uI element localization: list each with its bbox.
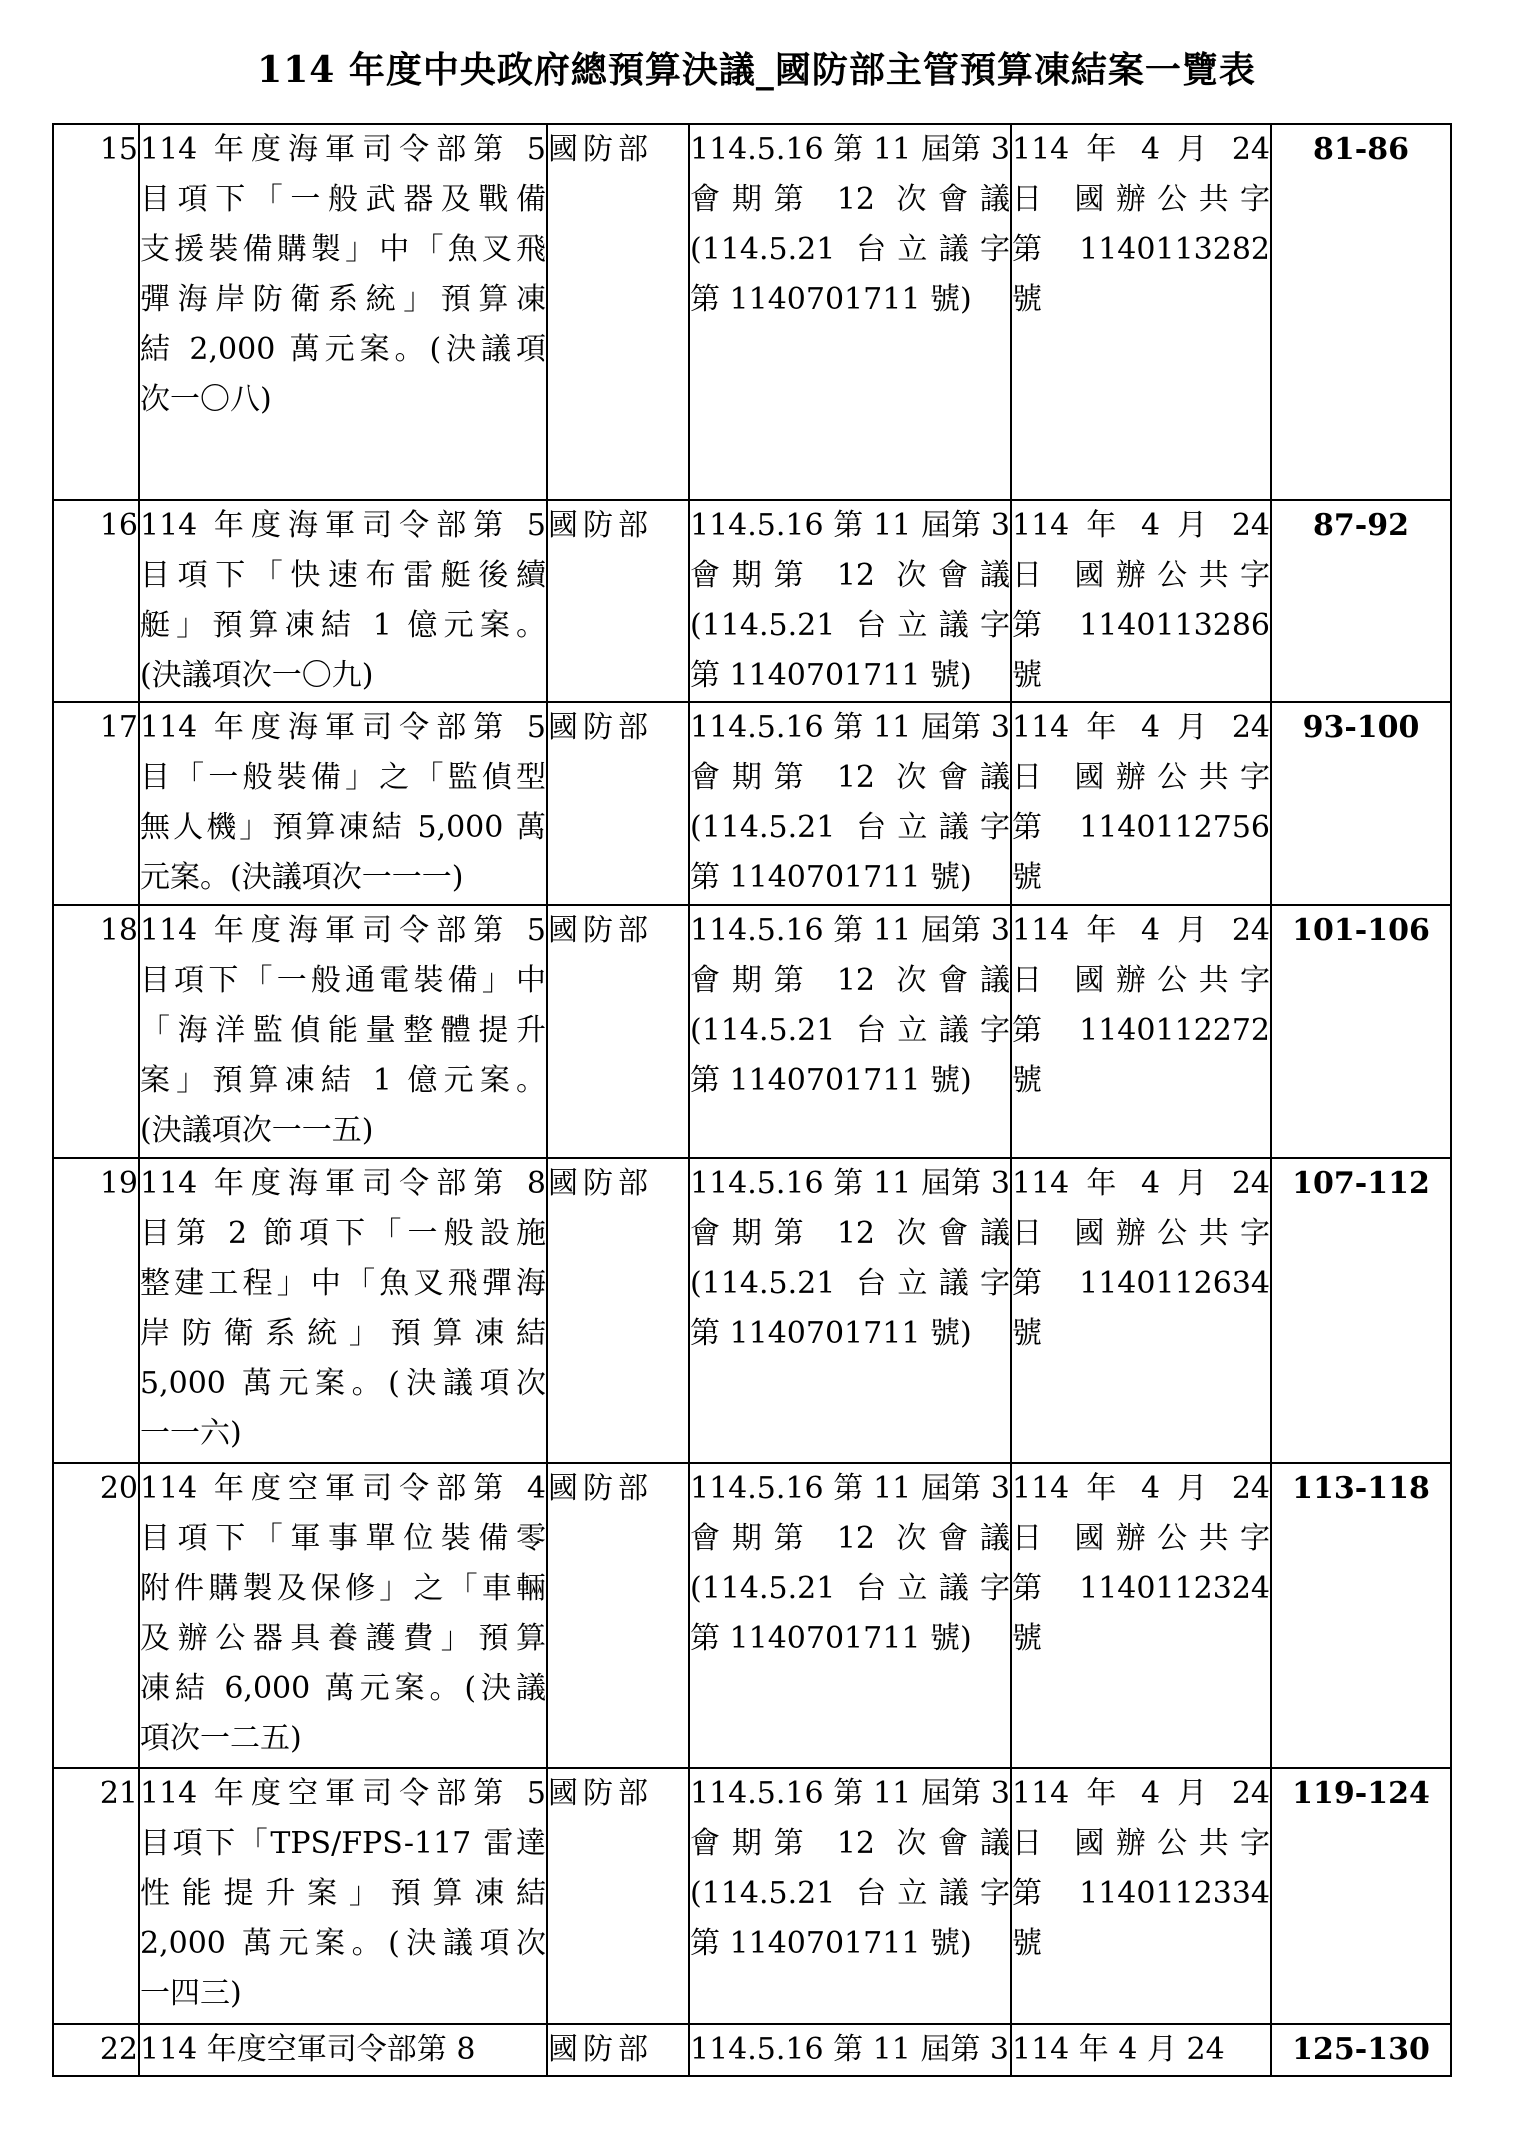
meeting-info-line: (114.5.21 台立議字 <box>690 1876 1010 1911</box>
case-content-line: 彈海岸防衛系統」預算凍 <box>140 282 546 317</box>
table-row <box>53 2024 1451 2076</box>
document-number-line: 第 1140112324 <box>1012 1571 1270 1606</box>
meeting-info <box>689 1768 1011 2024</box>
department: 國防部 <box>547 1158 689 1463</box>
case-content-line: 及辦公器具養護費」預算 <box>140 1621 546 1656</box>
department: 國防部 <box>547 905 689 1158</box>
meeting-info-line: (114.5.21 台立議字 <box>690 1266 1010 1301</box>
document-number <box>1011 1768 1271 2024</box>
document-number <box>1011 1463 1271 1768</box>
document-number-line: 第 1140112756 <box>1012 810 1270 845</box>
page-range: 101-106 <box>1271 905 1451 1158</box>
meeting-info <box>689 1158 1011 1463</box>
page-range: 87-92 <box>1271 500 1451 702</box>
case-content-line: (決議項次一〇九) <box>140 658 374 693</box>
table-row <box>53 905 1451 1158</box>
meeting-info-line: 會期第 12 次會議 <box>690 182 1010 217</box>
case-content-line: (決議項次一一五) <box>140 1113 374 1148</box>
case-content-line: 114 年度空軍司令部第 5 <box>140 1776 546 1811</box>
page-range: 81-86 <box>1271 124 1451 500</box>
meeting-info <box>689 702 1011 905</box>
document-number-line: 日 國辦公共字 <box>1012 182 1270 217</box>
case-content-line: 114 年度海軍司令部第 5 <box>140 132 546 167</box>
row-number: 16 <box>53 500 139 702</box>
case-content <box>139 1768 547 2024</box>
document-number-line: 114 年 4 月 24 <box>1012 508 1270 543</box>
document-number <box>1011 124 1271 500</box>
document-number-line: 114 年 4 月 24 <box>1012 1776 1270 1811</box>
table-row <box>53 500 1451 702</box>
meeting-info-line: (114.5.21 台立議字 <box>690 232 1010 267</box>
document-number-line: 第 1140113282 <box>1012 232 1270 267</box>
document-number-line: 日 國辦公共字 <box>1012 963 1270 998</box>
case-content-line: 支援裝備購製」中「魚叉飛 <box>140 232 546 267</box>
meeting-info <box>689 1463 1011 1768</box>
document-number <box>1011 500 1271 702</box>
case-content <box>139 500 547 702</box>
document-number-line: 114 年 4 月 24 <box>1012 132 1270 167</box>
meeting-info-line: 114.5.16 第 11 屆第 3 <box>690 913 1010 948</box>
document-number <box>1011 702 1271 905</box>
document-number-line: 號 <box>1012 1621 1042 1656</box>
meeting-info-line: 會期第 12 次會議 <box>690 963 1010 998</box>
table-row <box>53 1158 1451 1463</box>
case-content-line: 目「一般裝備」之「監偵型 <box>140 760 546 795</box>
table-row <box>53 1463 1451 1768</box>
department: 國防部 <box>547 500 689 702</box>
case-content-line: 無人機」預算凍結 5,000 萬 <box>140 810 546 845</box>
case-content-line: 目項下「TPS/FPS-117 雷達 <box>140 1826 546 1861</box>
case-content-line: 附件購製及保修」之「車輛 <box>140 1571 546 1606</box>
meeting-info-line: 114.5.16 第 11 屆第 3 <box>690 132 1010 167</box>
meeting-info <box>689 500 1011 702</box>
case-content <box>139 1158 547 1463</box>
meeting-info-line: (114.5.21 台立議字 <box>690 810 1010 845</box>
meeting-info-line: 會期第 12 次會議 <box>690 760 1010 795</box>
meeting-info <box>689 905 1011 1158</box>
meeting-info-line: (114.5.21 台立議字 <box>690 1571 1010 1606</box>
row-number: 17 <box>53 702 139 905</box>
case-content-line: 114 年度空軍司令部第 4 <box>140 1471 546 1506</box>
document-number-line: 日 國辦公共字 <box>1012 1216 1270 1251</box>
case-content-line: 整建工程」中「魚叉飛彈海 <box>140 1266 546 1301</box>
row-number: 15 <box>53 124 139 500</box>
department: 國防部 <box>547 1463 689 1768</box>
meeting-info-line: 會期第 12 次會議 <box>690 1216 1010 1251</box>
case-content <box>139 1463 547 1768</box>
case-content-line: 凍結 6,000 萬元案。(決議 <box>140 1671 546 1706</box>
budget-freeze-table <box>52 123 1452 2077</box>
document-number <box>1011 1158 1271 1463</box>
meeting-info <box>689 2024 1011 2076</box>
case-content-line: 元案。(決議項次一一一) <box>140 860 464 895</box>
table-row <box>53 1768 1451 2024</box>
meeting-info-line: 第 1140701711 號) <box>690 658 972 693</box>
meeting-info-line: (114.5.21 台立議字 <box>690 1013 1010 1048</box>
case-content-line: 艇」預算凍結 1 億元案。 <box>140 608 546 643</box>
meeting-info-line: 114.5.16 第 11 屆第 3 <box>690 508 1010 543</box>
document-number-line: 第 1140112272 <box>1012 1013 1270 1048</box>
department: 國防部 <box>547 1768 689 2024</box>
document-number-line: 114 年 4 月 24 <box>1012 1471 1270 1506</box>
document-number-line: 號 <box>1012 1926 1042 1961</box>
meeting-info <box>689 124 1011 500</box>
meeting-info-line: 會期第 12 次會議 <box>690 1521 1010 1556</box>
meeting-info-line: 114.5.16 第 11 屆第 3 <box>690 2032 1009 2067</box>
department: 國防部 <box>547 702 689 905</box>
row-number: 22 <box>53 2024 139 2076</box>
page-range: 107-112 <box>1271 1158 1451 1463</box>
case-content-line: 一一六) <box>140 1416 242 1451</box>
document-number <box>1011 905 1271 1158</box>
meeting-info-line: 114.5.16 第 11 屆第 3 <box>690 1166 1010 1201</box>
row-number: 19 <box>53 1158 139 1463</box>
document-number-line: 日 國辦公共字 <box>1012 1521 1270 1556</box>
case-content-line: 5,000 萬元案。(決議項次 <box>140 1366 546 1401</box>
department: 國防部 <box>547 124 689 500</box>
meeting-info-line: 第 1140701711 號) <box>690 282 972 317</box>
meeting-info-line: 會期第 12 次會議 <box>690 558 1010 593</box>
document-number-line: 114 年 4 月 24 <box>1012 1166 1270 1201</box>
case-content <box>139 905 547 1158</box>
page-range: 125-130 <box>1271 2024 1451 2076</box>
meeting-info-line: 第 1140701711 號) <box>690 1926 972 1961</box>
document-number-line: 日 國辦公共字 <box>1012 558 1270 593</box>
meeting-info-line: 114.5.16 第 11 屆第 3 <box>690 1471 1010 1506</box>
case-content-line: 114 年度海軍司令部第 8 <box>140 1166 546 1201</box>
meeting-info-line: 114.5.16 第 11 屆第 3 <box>690 1776 1010 1811</box>
case-content-line: 目項下「快速布雷艇後續 <box>140 558 546 593</box>
document-number-line: 第 1140112334 <box>1012 1876 1270 1911</box>
case-content-line: 目項下「軍事單位裝備零 <box>140 1521 546 1556</box>
case-content-line: 岸防衛系統」預算凍結 <box>140 1316 546 1351</box>
case-content-line: 次一〇八) <box>140 382 272 417</box>
row-number: 18 <box>53 905 139 1158</box>
case-content-line: 案」預算凍結 1 億元案。 <box>140 1063 546 1098</box>
meeting-info-line: 會期第 12 次會議 <box>690 1826 1010 1861</box>
case-content-line: 目項下「一般武器及戰備 <box>140 182 546 217</box>
meeting-info-line: (114.5.21 台立議字 <box>690 608 1010 643</box>
row-number: 21 <box>53 1768 139 2024</box>
meeting-info-line: 第 1140701711 號) <box>690 860 972 895</box>
meeting-info-line: 第 1140701711 號) <box>690 1316 972 1351</box>
meeting-info-line: 第 1140701711 號) <box>690 1621 972 1656</box>
case-content <box>139 124 547 500</box>
case-content-line: 目項下「一般通電裝備」中 <box>140 963 546 998</box>
document-number-line: 114 年 4 月 24 <box>1012 913 1270 948</box>
case-content-line: 2,000 萬元案。(決議項次 <box>140 1926 546 1961</box>
document-number-line: 號 <box>1012 282 1042 317</box>
case-content-line: 114 年度空軍司令部第 8 <box>140 2032 476 2067</box>
case-content <box>139 702 547 905</box>
page-range: 93-100 <box>1271 702 1451 905</box>
case-content <box>139 2024 547 2076</box>
row-number: 20 <box>53 1463 139 1768</box>
document-number-line: 號 <box>1012 1316 1042 1351</box>
document-number-line: 號 <box>1012 1063 1042 1098</box>
document-number-line: 114 年 4 月 24 <box>1012 710 1270 745</box>
document-number-line: 號 <box>1012 860 1042 895</box>
document-number-line: 日 國辦公共字 <box>1012 760 1270 795</box>
case-content-line: 性能提升案」預算凍結 <box>140 1876 546 1911</box>
document-number-line: 號 <box>1012 658 1042 693</box>
table-row <box>53 124 1451 500</box>
document-number-line: 第 1140112634 <box>1012 1266 1270 1301</box>
document-number <box>1011 2024 1271 2076</box>
case-content-line: 一四三) <box>140 1976 242 2011</box>
meeting-info-line: 114.5.16 第 11 屆第 3 <box>690 710 1010 745</box>
meeting-info-line: 第 1140701711 號) <box>690 1063 972 1098</box>
case-content-line: 目第 2 節項下「一般設施 <box>140 1216 546 1251</box>
case-content-line: 項次一二五) <box>140 1721 302 1756</box>
document-number-line: 第 1140113286 <box>1012 608 1270 643</box>
page-range: 113-118 <box>1271 1463 1451 1768</box>
table-row <box>53 702 1451 905</box>
case-content-line: 結 2,000 萬元案。(決議項 <box>140 332 546 367</box>
case-content-line: 114 年度海軍司令部第 5 <box>140 508 546 543</box>
case-content-line: 114 年度海軍司令部第 5 <box>140 710 546 745</box>
page-range: 119-124 <box>1271 1768 1451 2024</box>
page-title: 114 年度中央政府總預算決議_國防部主管預算凍結案一覽表 <box>257 49 1256 91</box>
case-content-line: 114 年度海軍司令部第 5 <box>140 913 546 948</box>
case-content-line: 「海洋監偵能量整體提升 <box>140 1013 546 1048</box>
document-number-line: 日 國辦公共字 <box>1012 1826 1270 1861</box>
document-number-line: 114 年 4 月 24 <box>1012 2032 1225 2067</box>
department: 國防部 <box>547 2024 689 2076</box>
